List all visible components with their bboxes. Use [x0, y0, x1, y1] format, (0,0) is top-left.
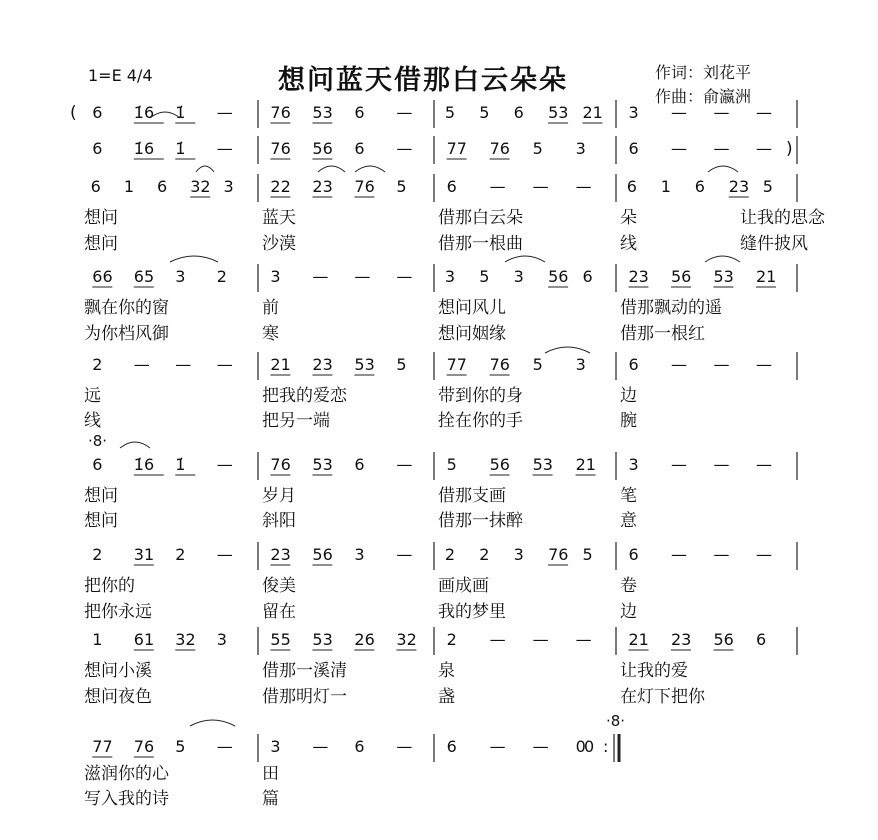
note-token: —	[216, 355, 233, 374]
note-token: 2	[446, 630, 457, 649]
note-token: 1̇	[175, 103, 186, 122]
note-token: —	[713, 455, 730, 474]
note-token: 56	[548, 267, 569, 286]
note-token: 76	[270, 139, 291, 158]
note-token: 6	[90, 177, 101, 196]
note-token: —	[671, 139, 687, 158]
note-token: 2	[216, 267, 227, 286]
note-token: —	[713, 355, 730, 374]
lyric-text: 把我的爱恋	[262, 386, 347, 406]
note-token: 5	[175, 737, 186, 756]
note-token: 2	[479, 545, 490, 564]
note-token: 53	[312, 103, 333, 122]
lyric-text: 借那白云朵	[438, 208, 523, 228]
lyric-text: 把你的	[84, 576, 135, 596]
lyric-text: 俊美	[262, 576, 296, 596]
note-token: 2	[175, 545, 186, 564]
lyric-text: 写入我的诗	[84, 789, 169, 809]
lyric-text: 想问	[84, 234, 118, 254]
note-token: 3	[575, 139, 586, 158]
note-token: 77	[92, 737, 113, 756]
note-token: 53	[312, 455, 333, 474]
note-token: 76	[133, 737, 155, 756]
slur-arc	[120, 442, 150, 448]
note-token: 6	[354, 103, 365, 122]
lyric-text: 把另一端	[262, 411, 330, 431]
lyric-text: 边	[620, 602, 637, 622]
note-token: 3	[444, 267, 456, 286]
note-token: 3	[513, 545, 524, 564]
lyric-text: 远	[84, 386, 101, 406]
note-token: 3	[575, 355, 586, 374]
note-token: 3	[175, 267, 186, 286]
lyric-text: 前	[262, 298, 279, 318]
note-token: 1̇6	[133, 139, 155, 158]
note-token: 61	[133, 630, 155, 649]
note-token: —	[489, 177, 506, 196]
note-token: —	[133, 355, 150, 374]
note-token: 23	[312, 355, 333, 374]
slur-arc	[355, 166, 385, 172]
slur-arc	[708, 166, 738, 172]
note-token: —	[216, 139, 233, 158]
note-token: 3	[270, 267, 281, 286]
note-token: 22	[270, 177, 291, 196]
lyric-text: 朵	[620, 208, 637, 228]
note-token: 23	[728, 177, 750, 196]
note-token: 6	[157, 177, 168, 196]
note-token: 31	[133, 545, 155, 564]
note-token: 5	[396, 355, 407, 374]
note-token: 6	[582, 267, 593, 286]
note-token: —	[396, 139, 413, 158]
open-paren-mark: (	[70, 103, 77, 123]
note-token: 21	[582, 103, 603, 122]
lyric-text: 我的梦里	[438, 602, 506, 622]
note-token: 6	[446, 737, 457, 756]
note-token: 2	[92, 545, 103, 564]
note-token: —	[671, 545, 687, 564]
note-token: 2	[92, 355, 103, 374]
lyric-text: 在灯下把你	[620, 687, 705, 707]
note-token: 6	[354, 139, 365, 158]
note-token: 76	[489, 139, 510, 158]
lyricist-credit: 作词：刘花平	[655, 63, 752, 82]
slur-arc	[505, 256, 545, 262]
note-token: 21	[756, 267, 777, 286]
lyric-text: 寒	[262, 324, 279, 344]
note-token: 6	[628, 545, 639, 564]
lyric-text: 想问姻缘	[438, 324, 506, 344]
note-token: —	[756, 545, 772, 564]
note-token: —	[354, 267, 371, 286]
lyric-text: 带到你的身	[438, 386, 523, 406]
note-token: 66	[92, 267, 113, 286]
note-token: —	[216, 737, 233, 756]
note-token: 56	[671, 267, 692, 286]
note-token: 3	[223, 177, 234, 196]
note-token: 21	[270, 355, 291, 374]
note-token: —	[312, 267, 329, 286]
note-token: —	[756, 103, 772, 122]
lyric-text: 借那明灯一	[262, 687, 347, 707]
note-token: 6	[92, 139, 103, 158]
lyric-text: 缝件披风	[740, 234, 808, 254]
note-token: —	[575, 177, 592, 196]
note-token: —	[532, 177, 549, 196]
note-token: —	[756, 355, 772, 374]
lyric-text: 借那飘动的遥	[620, 298, 722, 318]
lyric-text: 借那支画	[438, 486, 506, 506]
note-token: 5	[446, 455, 457, 474]
song-title: 想问蓝天借那白云朵朵	[278, 65, 568, 96]
note-token: 55	[270, 630, 291, 649]
note-token: 6	[92, 103, 103, 122]
note-token: —	[396, 737, 413, 756]
slur-arc	[196, 166, 214, 172]
note-token: —	[489, 737, 506, 756]
note-token: 32	[175, 630, 196, 649]
note-token: 3	[270, 737, 281, 756]
note-token: 5	[479, 103, 490, 122]
lyric-text: 腕	[620, 411, 637, 431]
lyric-text: 把你永远	[84, 602, 152, 622]
note-token: —	[312, 737, 329, 756]
lyric-text: 篇	[262, 789, 279, 809]
note-token: 76	[354, 177, 375, 196]
note-token: 23	[312, 177, 333, 196]
note-token: —	[756, 139, 772, 158]
segno-mark-end: ·8·	[606, 712, 626, 730]
lyric-text: 想问夜色	[84, 687, 152, 707]
note-token: 65	[133, 267, 155, 286]
note-token: 0	[575, 737, 586, 756]
note-token: 1̇6	[133, 455, 155, 474]
lyric-text: 滋润你的心	[84, 764, 169, 784]
note-token: —	[396, 545, 413, 564]
note-token: 21	[575, 455, 596, 474]
lyric-text: 借那一根曲	[438, 234, 523, 254]
lyric-text: 想问小溪	[84, 661, 152, 681]
lyric-text: 泉	[438, 661, 455, 681]
note-token: —	[671, 455, 687, 474]
note-token: 1	[660, 177, 671, 196]
segno-mark: ·8·	[88, 432, 108, 450]
lyric-text: 飘在你的窗	[84, 298, 169, 318]
note-token: 76	[489, 355, 510, 374]
lyric-text: 拴在你的手	[438, 411, 523, 431]
note-token: 1	[123, 177, 135, 196]
note-token: 1̇	[175, 455, 186, 474]
note-token: 32	[190, 177, 211, 196]
lyric-text: 线	[84, 411, 101, 431]
note-token: 76	[270, 103, 291, 122]
note-token: —	[216, 455, 233, 474]
note-token: —	[396, 267, 413, 286]
slur-arc	[190, 720, 235, 726]
note-token: 23	[628, 267, 649, 286]
slur-arc	[545, 347, 590, 353]
note-token: 53	[354, 355, 375, 374]
lyric-text: 卷	[620, 576, 637, 596]
lyric-text: 让我的思念	[740, 208, 825, 228]
note-token: —	[216, 545, 233, 564]
note-token: 56	[312, 139, 333, 158]
lyric-text: 岁月	[262, 486, 296, 506]
note-token: —	[713, 103, 730, 122]
note-token: 53	[548, 103, 569, 122]
note-token: 3	[628, 455, 639, 474]
lyric-text: 笔	[620, 486, 637, 506]
note-token: —	[713, 139, 730, 158]
lyric-text: 想问	[84, 511, 118, 531]
note-token: —	[175, 355, 192, 374]
lyric-text: 意	[620, 511, 637, 531]
note-token: 3	[628, 103, 639, 122]
note-token: 1	[92, 630, 103, 649]
note-token: 6	[446, 177, 457, 196]
end-rest: 0	[584, 737, 595, 756]
note-token: 6	[92, 455, 103, 474]
note-token: 23	[270, 545, 291, 564]
note-token: 5	[396, 177, 407, 196]
note-token: 56	[312, 545, 333, 564]
lyric-text: 盏	[438, 687, 455, 707]
lyric-text: 借那一溪清	[262, 661, 347, 681]
note-token: 53	[312, 630, 333, 649]
lyric-text: 边	[620, 386, 637, 406]
note-token: 53	[532, 455, 553, 474]
note-token: 6	[513, 103, 524, 122]
note-token: 26	[354, 630, 375, 649]
note-token: 6	[694, 177, 705, 196]
note-token: 6	[354, 455, 365, 474]
note-token: —	[396, 455, 413, 474]
key-signature: 1=E 4/4	[88, 66, 153, 85]
slur-arc	[318, 166, 345, 172]
note-token: 32	[396, 630, 417, 649]
lyric-text: 留在	[262, 602, 296, 622]
lyric-text: 沙漠	[262, 234, 296, 254]
note-token: 5	[532, 355, 543, 374]
note-token: 76	[548, 545, 569, 564]
note-token: 5	[444, 103, 456, 122]
lyric-text: 想问	[84, 486, 118, 506]
note-token: 6	[354, 737, 365, 756]
lyric-text: 借那一抹醉	[438, 511, 523, 531]
lyric-text: 线	[620, 234, 637, 254]
note-token: 23	[671, 630, 692, 649]
lyric-text: 斜阳	[262, 511, 296, 531]
note-token: 76	[270, 455, 291, 474]
note-token: 5	[532, 139, 543, 158]
note-token: 1̇	[175, 139, 186, 158]
note-token: —	[489, 630, 506, 649]
slur-arc	[170, 256, 218, 262]
note-token: —	[575, 630, 592, 649]
lyric-text: 蓝天	[262, 208, 296, 228]
lyric-text: 田	[262, 764, 279, 784]
note-token: 6	[628, 139, 639, 158]
note-token: 56	[713, 630, 734, 649]
note-token: 77	[446, 355, 467, 374]
note-token: 5	[582, 545, 593, 564]
lyric-text: 想问风儿	[438, 298, 506, 318]
note-token: 77	[446, 139, 467, 158]
note-token: 2	[444, 545, 456, 564]
repeat-colon: :	[603, 737, 609, 756]
note-token: 1̇6	[133, 103, 155, 122]
lyric-text: 让我的爱	[620, 661, 688, 681]
note-token: 56	[489, 455, 510, 474]
note-token: 21	[628, 630, 649, 649]
lyric-text: 想问	[84, 208, 118, 228]
note-token: 3	[216, 630, 227, 649]
note-token: —	[216, 103, 233, 122]
note-token: —	[756, 455, 772, 474]
note-token: 6	[628, 355, 639, 374]
close-paren-mark: )	[786, 139, 793, 159]
note-token: 5	[762, 177, 773, 196]
note-token: —	[532, 737, 549, 756]
composer-credit: 作曲：俞瀛洲	[655, 87, 752, 106]
note-token: 6	[756, 630, 767, 649]
lyric-text: 画成画	[438, 576, 489, 596]
note-token: —	[671, 103, 687, 122]
slur-arc	[705, 256, 740, 262]
note-token: 3	[354, 545, 365, 564]
note-token: 53	[713, 267, 734, 286]
lyric-text: 借那一根红	[620, 324, 705, 344]
note-token: 3	[513, 267, 524, 286]
lyric-text: 为你档风御	[84, 324, 169, 344]
note-token: 5	[479, 267, 490, 286]
note-token: —	[396, 103, 413, 122]
note-token: —	[671, 355, 687, 374]
note-token: 6	[626, 177, 637, 196]
note-token: —	[532, 630, 549, 649]
note-token: —	[713, 545, 730, 564]
